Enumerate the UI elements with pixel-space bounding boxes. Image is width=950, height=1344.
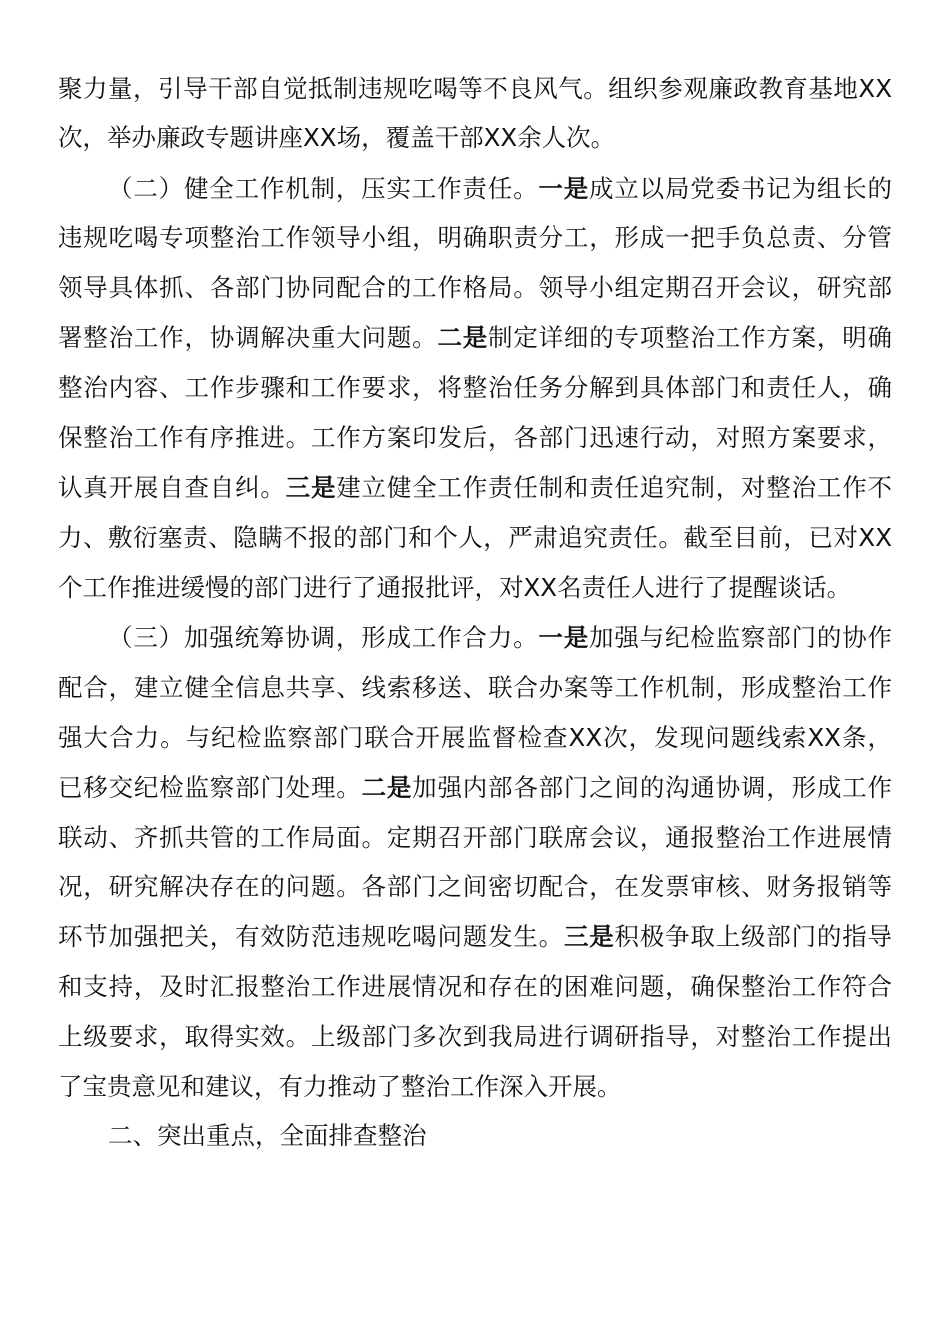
text-line: 整治内容、工作步骤和工作要求，将整治任务分解到具体部门和责任人，确 <box>58 373 892 402</box>
text-line: 聚力量，引导干部自觉抵制违规吃喝等不良风气。组织参观廉政教育基地XX <box>58 74 892 103</box>
text-line: 次，举办廉政专题讲座XX场，覆盖干部XX余人次。 <box>58 123 616 152</box>
text-line: 认真开展自查自纠。三是建立健全工作责任制和责任追究制，对整治工作不 <box>58 473 892 502</box>
text-line: 个工作推进缓慢的部门进行了通报批评，对XX名责任人进行了提醒谈话。 <box>58 573 852 602</box>
text-line: 强大合力。与纪检监察部门联合开展监督检查XX次，发现问题线索XX条， <box>58 723 892 752</box>
text-line: 保整治工作有序推进。工作方案印发后，各部门迅速行动，对照方案要求， <box>58 423 892 452</box>
section-2-heading: （二）健全工作机制，压实工作责任。 <box>108 174 539 203</box>
point-1-label: 一是 <box>538 174 590 203</box>
text-line: 署整治工作，协调解决重大问题。二是制定详细的专项整治工作方案，明确 <box>58 323 892 352</box>
text-line: 违规吃喝专项整治工作领导小组，明确职责分工，形成一把手负总责、分管 <box>58 223 892 252</box>
text-line: 领导具体抓、各部门协同配合的工作格局。领导小组定期召开会议，研究部 <box>58 273 892 302</box>
text-line: 联动、齐抓共管的工作局面。定期召开部门联席会议，通报整治工作进展情 <box>58 823 892 852</box>
text-line: 况，研究解决存在的问题。各部门之间密切配合，在发票审核、财务报销等 <box>58 872 892 901</box>
text-line: 和支持，及时汇报整治工作进展情况和存在的困难问题，确保整治工作符合 <box>58 972 892 1001</box>
section-3-heading: （三）加强统筹协调，形成工作合力。 <box>108 623 539 652</box>
point-2-label: 二是 <box>361 773 413 802</box>
point-3-label: 三是 <box>285 473 337 502</box>
text-line: 配合，建立健全信息共享、线索移送、联合办案等工作机制，形成整治工作 <box>58 673 892 702</box>
text-line: 已移交纪检监察部门处理。二是加强内部各部门之间的沟通协调，形成工作 <box>58 773 892 802</box>
text-line: 上级要求，取得实效。上级部门多次到我局进行调研指导，对整治工作提出 <box>58 1022 892 1051</box>
text-line: 环节加强把关，有效防范违规吃喝问题发生。三是积极争取上级部门的指导 <box>58 922 892 951</box>
section-3-first-line: （三）加强统筹协调，形成工作合力。一是加强与纪检监察部门的协作 <box>108 623 892 652</box>
point-1-label: 一是 <box>538 623 590 652</box>
section-2-first-line: （二）健全工作机制，压实工作责任。一是成立以局党委书记为组长的 <box>108 174 892 203</box>
section-heading-two: 二、突出重点，全面排查整治 <box>108 1121 427 1150</box>
text-line: 了宝贵意见和建议，有力推动了整治工作深入开展。 <box>58 1072 622 1101</box>
point-2-label: 二是 <box>437 323 489 352</box>
text-line: 力、敷衍塞责、隐瞒不报的部门和个人，严肃追究责任。截至目前，已对XX <box>58 523 892 552</box>
point-3-label: 三是 <box>563 922 615 951</box>
